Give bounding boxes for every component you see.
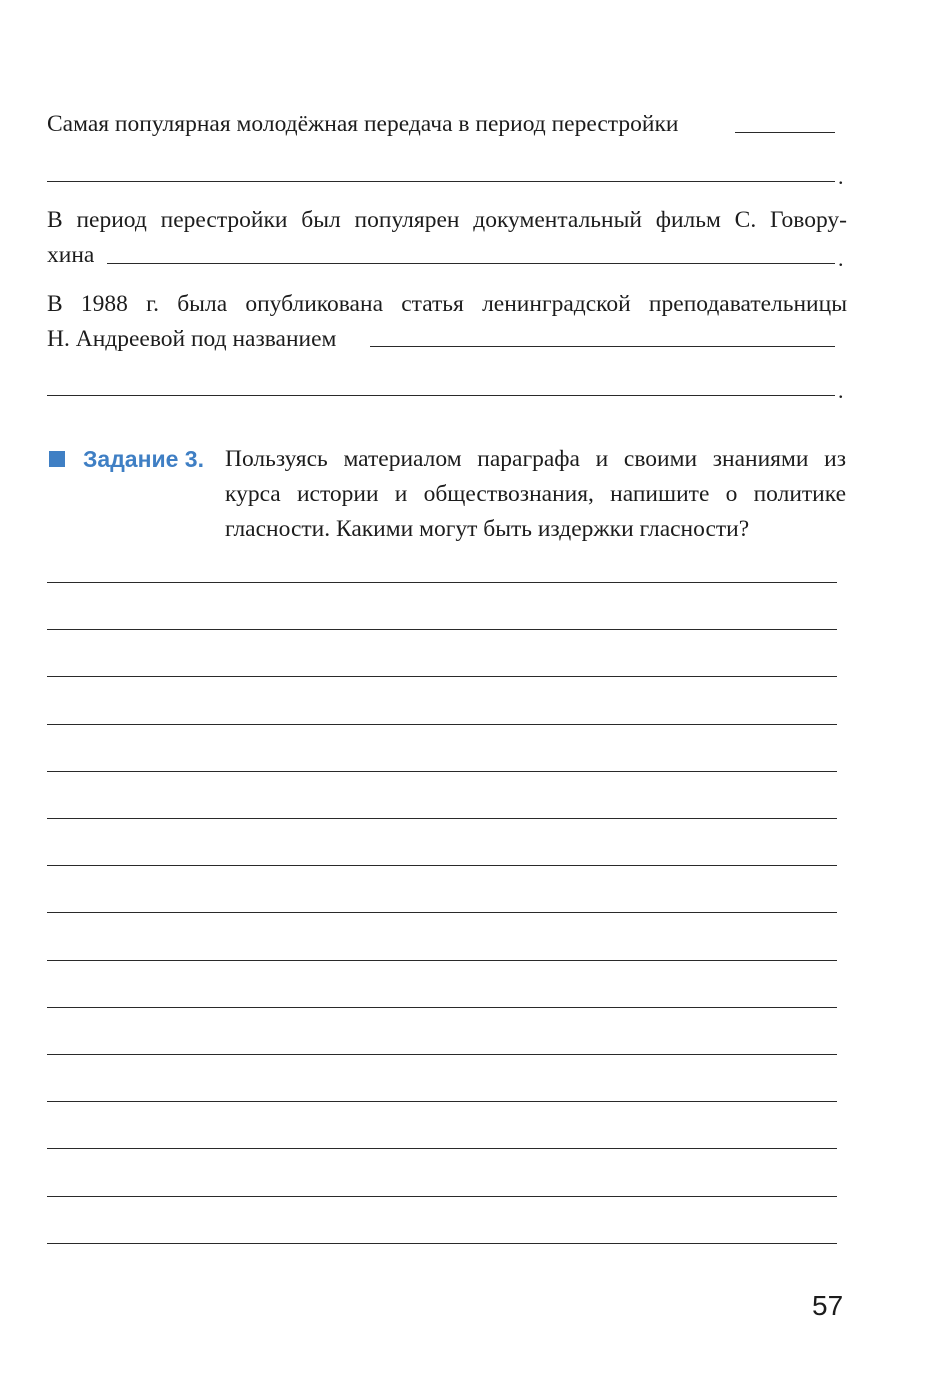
question-1-end-mark: . — [838, 164, 844, 189]
question-2-text-line-2: хина — [47, 242, 95, 268]
task-3-answer-line[interactable] — [47, 865, 837, 866]
question-3-end-mark: . — [838, 378, 844, 403]
task-3-label: Задание 3. — [83, 446, 204, 472]
task-3-answer-line[interactable] — [47, 676, 837, 677]
task-3-prompt-line-2: курса истории и обществознания, напишите о политике — [225, 481, 846, 507]
question-3-answer-line-b[interactable] — [47, 395, 835, 396]
question-2-end-mark: . — [838, 246, 844, 271]
question-3-text-line-1: В 1988 г. была опубликована статья ленинградской преподавательницы — [47, 291, 847, 317]
question-2-text-line-1: В период перестройки был популярен документальный фильм С. Говору- — [47, 207, 847, 233]
task-3-answer-line[interactable] — [47, 1196, 837, 1197]
question-1-answer-line-b[interactable] — [47, 181, 835, 182]
question-1-text: Самая популярная молодёжная передача в период перестройки — [47, 111, 679, 137]
page-number: 57 — [812, 1290, 844, 1321]
task-3-prompt-line-3: гласности. Какими могут быть издержки гласности? — [225, 516, 750, 542]
task-3-answer-line[interactable] — [47, 724, 837, 725]
task-3-answer-line[interactable] — [47, 960, 837, 961]
question-2-answer-line[interactable] — [107, 263, 835, 264]
task-3-answer-line[interactable] — [47, 1054, 837, 1055]
question-1-answer-line-a[interactable] — [735, 132, 835, 133]
task-3-prompt — [225, 442, 846, 547]
task-3-answer-line[interactable] — [47, 818, 837, 819]
task-3-answer-line[interactable] — [47, 912, 837, 913]
task-3-answer-line[interactable] — [47, 1148, 837, 1149]
task-3-prompt-line-1: Пользуясь материалом параграфа и своими знаниями из — [225, 446, 846, 472]
question-3-answer-line-a[interactable] — [370, 346, 835, 347]
question-3-text-line-2: Н. Андреевой под названием — [47, 326, 337, 352]
task-3-answer-line[interactable] — [47, 1101, 837, 1102]
task-3-answer-line[interactable] — [47, 582, 837, 583]
task-marker-square-icon — [49, 451, 65, 467]
task-3-answer-line[interactable] — [47, 1243, 837, 1244]
task-3-answer-line[interactable] — [47, 629, 837, 630]
task-3-answer-line[interactable] — [47, 1007, 837, 1008]
task-3-answer-line[interactable] — [47, 771, 837, 772]
